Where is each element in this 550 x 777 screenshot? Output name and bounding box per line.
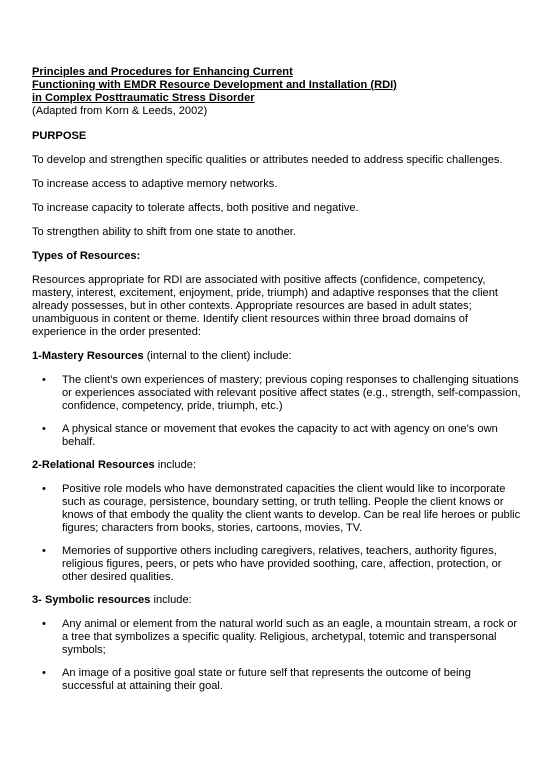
bullet-list [32, 374, 522, 449]
section-relational [32, 459, 522, 584]
bullet-icon: • [42, 545, 46, 557]
section-label-rest: (internal to the client) include: [143, 350, 292, 362]
list-item-text: Positive role models who have demonstrated capacities the client would like to incorporate such as courage, persistence, boundary setting, or truth telling. People the client knows or knows of that embody the quality the client wants to develop. Can be real life heroes or public figures; characters from books, stories, cartoons, movies, TV. [62, 483, 521, 534]
purpose-item: To strengthen ability to shift from one state to another. [32, 226, 296, 238]
purpose-heading: PURPOSE [32, 130, 87, 142]
section-symbolic [32, 594, 522, 693]
purpose-item: To increase capacity to tolerate affects, both positive and negative. [32, 202, 359, 214]
title-line: Functioning with EMDR Resource Development and Installation (RDI) [32, 79, 397, 91]
list-item [32, 618, 522, 657]
bullet-icon: • [42, 423, 46, 435]
section-label-rest: include: [150, 594, 192, 606]
bullet-list [32, 483, 522, 584]
section-label-rest: include: [154, 459, 197, 471]
types-intro: Resources appropriate for RDI are associated with positive affects (confidence, competency, mastery, interest, excitement, enjoyment, pride, triumph) and adaptive responses that the client already possesses, but in other contexts. Appropriate resources are based in adult states; unambiguous in content or theme. Identify client resources within three broad domains of experience in the order presented: [32, 274, 498, 338]
section-label [32, 594, 522, 607]
document-body [32, 66, 522, 703]
list-item [32, 423, 522, 449]
list-item-text: The client’s own experiences of mastery; previous coping responses to challenging situations or experiences associated with relevant positive affect states (e.g., strength, self-compassion, confidence, competency, pride, triumph, etc.) [62, 374, 521, 412]
list-item [32, 374, 522, 413]
types-heading: Types of Resources: [32, 250, 141, 262]
section-label [32, 350, 522, 363]
title-line: in Complex Posttraumatic Stress Disorder [32, 92, 255, 104]
bullet-icon: • [42, 667, 46, 679]
list-item-text: A physical stance or movement that evokes the capacity to act with agency on one’s own behalf. [62, 423, 498, 448]
section-mastery [32, 350, 522, 449]
purpose-item: To develop and strengthen specific qualities or attributes needed to address specific challenges. [32, 154, 503, 166]
section-label-bold: 3- Symbolic resources [32, 594, 151, 606]
list-item-text: Memories of supportive others including caregivers, relatives, teachers, authority figures, religious figures, peers, or pets who have provided soothing, care, affection, protection, or other desired qualities. [62, 545, 502, 583]
section-label [32, 459, 522, 472]
bullet-list [32, 618, 522, 693]
bullet-icon: • [42, 618, 46, 630]
list-item [32, 545, 522, 584]
attribution: (Adapted from Korn & Leeds, 2002) [32, 105, 208, 117]
section-label-bold: 1-Mastery Resources [32, 350, 144, 362]
document-title [32, 66, 522, 118]
list-item [32, 667, 522, 693]
purpose-item: To increase access to adaptive memory networks. [32, 178, 278, 190]
section-label-bold: 2-Relational Resources [32, 459, 155, 471]
list-item-text: Any animal or element from the natural world such as an eagle, a mountain stream, a rock or a tree that symbolizes a specific quality. Religious, archetypal, totemic and transpersonal symbols; [62, 618, 518, 656]
bullet-icon: • [42, 374, 46, 386]
title-line: Principles and Procedures for Enhancing Current [32, 66, 293, 78]
list-item [32, 483, 522, 535]
list-item-text: An image of a positive goal state or future self that represents the outcome of being successful at attaining their goal. [62, 667, 471, 692]
bullet-icon: • [42, 483, 46, 495]
